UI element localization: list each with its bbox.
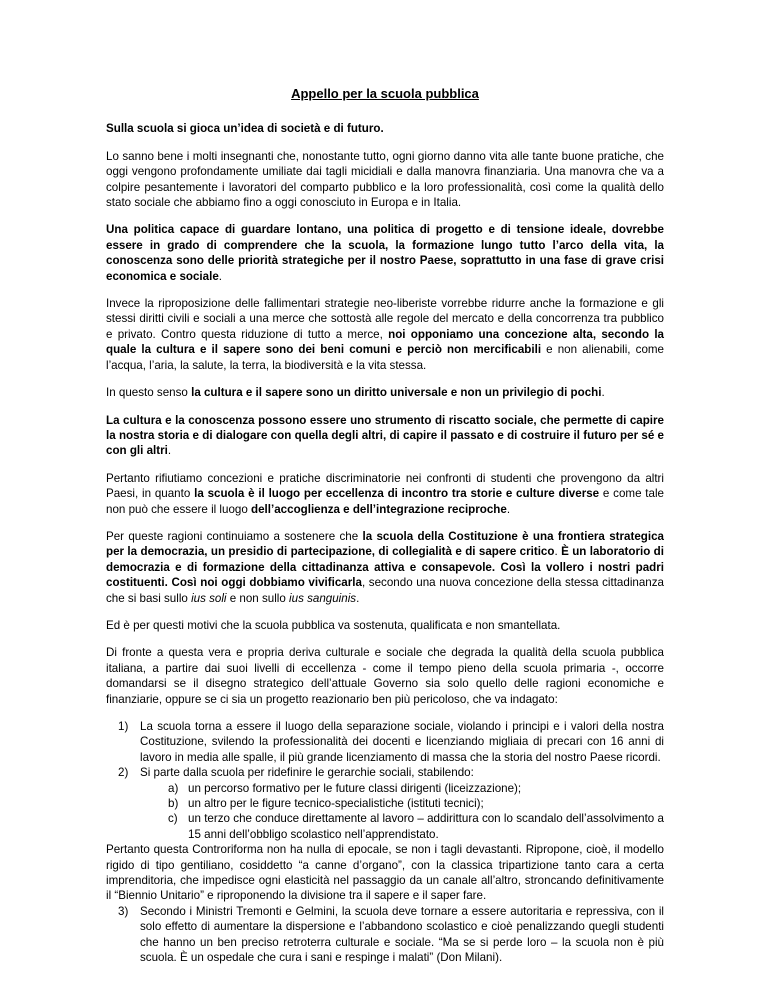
numbered-list xyxy=(106,904,664,966)
text-span: . xyxy=(554,545,562,559)
sub-list-item xyxy=(106,811,664,842)
text-span: . xyxy=(506,502,511,516)
bold-text: Una politica capace di guardare lontano, una politica di progetto e di tensione ideale, dovrebbe essere in grado di comprendere che la scuola, la formazione lungo tutto l’arco della vita, la conoscenza sono delle priorità strategiche per il nostro Paese, soprattutto in una fase di grave crisi economica e sociale xyxy=(106,223,664,283)
list-number: 1) xyxy=(118,720,129,733)
bold-text: dell’accoglienza e dell’integrazione reciproche xyxy=(251,502,507,516)
list-item-text: La scuola torna a essere il luogo della separazione sociale, violando i principi e i valori della nostra Costituzione, svilendo la professionalità dei docenti e licenziando migliaia di precari con 16 anni di lavoro in media alle spalle, il più grande licenziamento di massa che la storia del nostro Paese ricordi. xyxy=(140,720,664,764)
text-span: . xyxy=(601,386,605,400)
list-number: 3) xyxy=(118,904,129,918)
paragraph-4 xyxy=(106,296,664,373)
paragraph-10: Di fronte a questa vera e propria deriva culturale e sociale che degrada la qualità della scuola pubblica italiana, a partire dai suoi livelli di eccellenza - come il tempo pieno della scuola primaria -, occorre domandarsi se il disegno strategico dell’attuale Governo sia solo quello delle ragioni economiche e finanziarie, oppure se ci sia un progetto reazionario ben più pericoloso, che va indagato: xyxy=(106,646,664,706)
sub-list-letter: b) xyxy=(168,797,179,811)
text-span: In questo senso xyxy=(106,386,192,400)
text-span: e non alienabili, come l’acqua, l’aria, la salute, la terra, la biodiversità e la vita stessa. xyxy=(106,343,664,372)
paragraph-5 xyxy=(106,385,664,400)
text-span: e non sullo xyxy=(226,591,290,605)
text-span: Pertanto rifiutiamo concezioni e pratiche discriminatorie nei confronti di studenti che provengono da altri Paesi, in quanto xyxy=(106,471,664,501)
list-item xyxy=(106,904,664,966)
text-span: Invece la riproposizione delle fallimentari strategie neo-liberiste vorrebbe ridurre anche la formazione e gli stessi diritti civili e sociali a una merce che sottostà alle regole del mercato e della concorrenza tra pubblico e privato. Contro questa riduzione di tutto a merce, xyxy=(106,297,664,341)
text-span: . xyxy=(218,269,223,283)
sub-list-item xyxy=(106,796,664,811)
sub-list-item-text: un terzo che conduce direttamente al lavoro – addirittura con lo scandalo dell’assolvimento a 15 anni dell’obbligo scolastico nell’apprendistato. xyxy=(188,812,664,841)
bold-text: La cultura e la conoscenza possono essere uno strumento di riscatto sociale, che permette di capire la nostra storia e di dialogare con quella degli altri, di capire il passato e di costruire il futuro per sé e con gli altri xyxy=(106,413,664,458)
sub-list-letter: a) xyxy=(168,781,179,795)
bold-text: noi opponiamo una concezione alta, secondo la quale la cultura e il sapere sono dei beni comuni e perciò non mercificabili xyxy=(106,327,664,357)
paragraph-11: Pertanto questa Controriforma non ha nulla di epocale, se non i tagli devastanti. Ripropone, cioè, il modello rigido di tipo gentiliano, cosiddetto “a canne d’organo”, con la classica tripartizione tanto cara a certa imprenditoria, che impedisce ogni elasticità nel passaggio da un canale all’altro, stroncando definitivamente il “Biennio Unitario” e riproponendo la divisione tra il sapere e il saper fare. xyxy=(106,843,664,903)
paragraph-2: Lo sanno bene i molti insegnanti che, nonostante tutto, ogni giorno danno vita alle tante buone pratiche, che oggi vengono profondamente umiliate dai tagli micidiali e dalla manovra finanziaria. Una manovra che va a colpire pesantemente i lavoratori del comparto pubblico e la loro professionalità, così come la qualità dello stato sociale che abbiamo fino a oggi conosciuto in Europa e in Italia. xyxy=(106,149,664,210)
list-item xyxy=(106,765,664,780)
numbered-list xyxy=(106,719,664,842)
list-item xyxy=(106,719,664,765)
italic-text: ius sanguinis xyxy=(289,591,357,605)
text-span: e come tale non può che essere il luogo xyxy=(106,487,665,516)
page-title: Appello per la scuola pubblica xyxy=(291,86,479,101)
paragraph-6 xyxy=(106,413,664,459)
sub-list-item-text: un altro per le figure tecnico-specialistiche (istituti tecnici); xyxy=(188,797,484,811)
bold-text: la cultura e il sapere sono un diritto universale e non un privilegio di pochi xyxy=(191,386,602,400)
sub-list-letter: c) xyxy=(168,812,178,826)
paragraph-7 xyxy=(106,471,664,517)
paragraph-9: Ed è per questi motivi che la scuola pubblica va sostenuta, qualificata e non smantellata. xyxy=(106,618,561,632)
bold-text: la scuola della Costituzione è una frontiera strategica per la democrazia, un presidio di partecipazione, di collegialità e di sapere critico xyxy=(106,529,664,559)
text-span: Per queste ragioni continuiamo a sostenere che xyxy=(106,529,363,543)
list-item-text: Si parte dalla scuola per ridefinire le gerarchie sociali, stabilendo: xyxy=(140,766,474,780)
paragraph-8 xyxy=(106,529,664,606)
bold-text: È un laboratorio di democrazia e di formazione della cittadinanza attiva e consapevole. Così la vollero i nostri padri costituenti. Così noi oggi dobbiamo vivificarla xyxy=(106,545,664,590)
bold-text: Sulla scuola si gioca un’idea di società e di futuro. xyxy=(106,122,384,136)
text-span: . xyxy=(356,591,360,605)
list-item-text: Secondo i Ministri Tremonti e Gelmini, la scuola deve tornare a essere autoritaria e repressiva, con il solo effetto di aumentare la dispersione e l’abbandono scolastico e cioè penalizzando quegli studenti che hanno un ben preciso retroterra culturale e sociale. “Ma se si perde loro – la scuola non è più scuola. È un ospedale che cura i sani e respinge i malati” (Don Milani). xyxy=(140,904,664,965)
text-span: , secondo una nuova concezione della stessa cittadinanza che si basi sullo xyxy=(106,576,664,605)
paragraph-1 xyxy=(106,121,664,136)
italic-text: ius soli xyxy=(191,591,227,605)
paragraph-3 xyxy=(106,222,664,284)
sub-list-item-text: un percorso formativo per le future classi dirigenti (liceizzazione); xyxy=(188,781,522,795)
list-number: 2) xyxy=(118,766,129,780)
bold-text: la scuola è il luogo per eccellenza di incontro tra storie e culture diverse xyxy=(194,487,600,501)
sub-list-item xyxy=(106,781,664,796)
text-span: . xyxy=(167,444,172,458)
